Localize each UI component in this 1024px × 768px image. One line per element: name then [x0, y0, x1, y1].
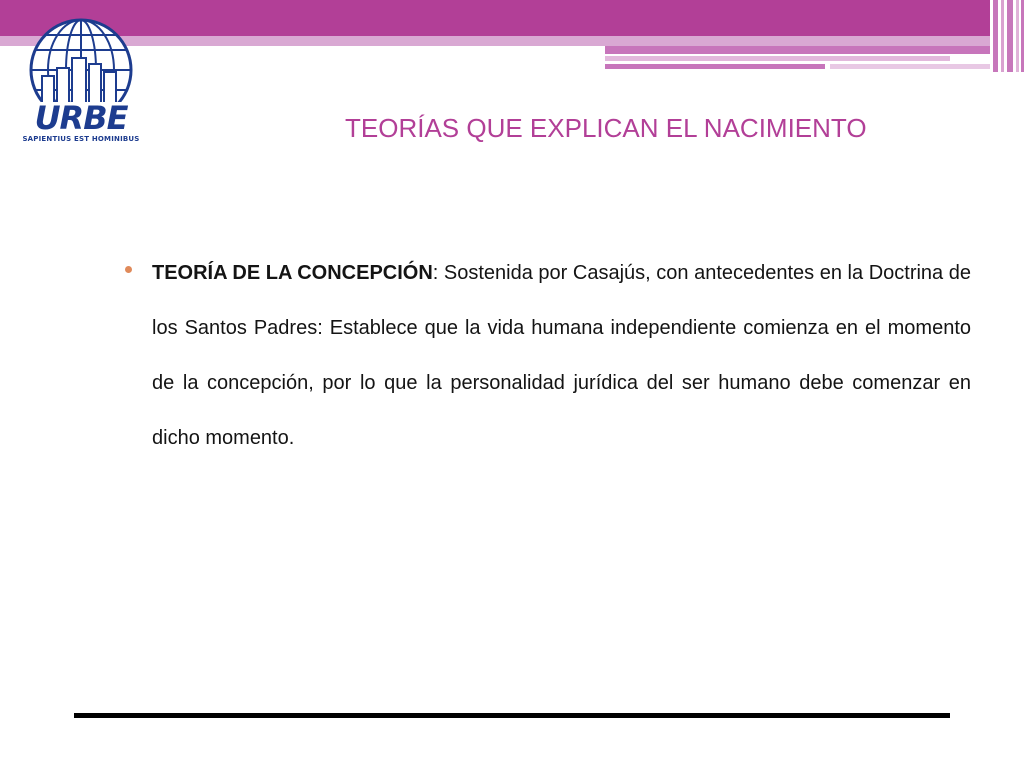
- header-band-light: [0, 36, 990, 46]
- header-stripe: [1007, 0, 1013, 72]
- header-stripe: [1016, 0, 1019, 72]
- header-step: [605, 46, 990, 54]
- bullet-dot-icon: [125, 266, 132, 273]
- university-logo: [22, 18, 140, 148]
- bullet-text: : Sostenida por Casajús, con antecedentes en la Doctrina de los Santos Padres: Establece que la vida humana independiente comienza en el momento de la concepción, por lo que la personalidad jurídica del ser humano debe comenzar en dicho momento.: [152, 262, 971, 449]
- header-stripe: [1001, 0, 1004, 72]
- header-step: [830, 64, 990, 69]
- header-decoration: [0, 0, 1024, 76]
- slide-title: TEORÍAS QUE EXPLICAN EL NACIMIENTO: [345, 113, 867, 143]
- bullet-paragraph: [152, 246, 971, 466]
- logo-motto: SAPIENTIUS EST HOMINIBUS: [22, 135, 140, 143]
- bullet-heading: TEORÍA DE LA CONCEPCIÓN: [152, 262, 433, 284]
- slide-content: [125, 246, 971, 466]
- header-band: [0, 0, 990, 36]
- footer-divider: [74, 713, 950, 718]
- header-stripe: [993, 0, 998, 72]
- svg-text:URBE: URBE: [34, 99, 128, 136]
- header-step: [605, 64, 825, 69]
- header-step: [605, 56, 950, 61]
- globe-logo-icon: [22, 18, 140, 136]
